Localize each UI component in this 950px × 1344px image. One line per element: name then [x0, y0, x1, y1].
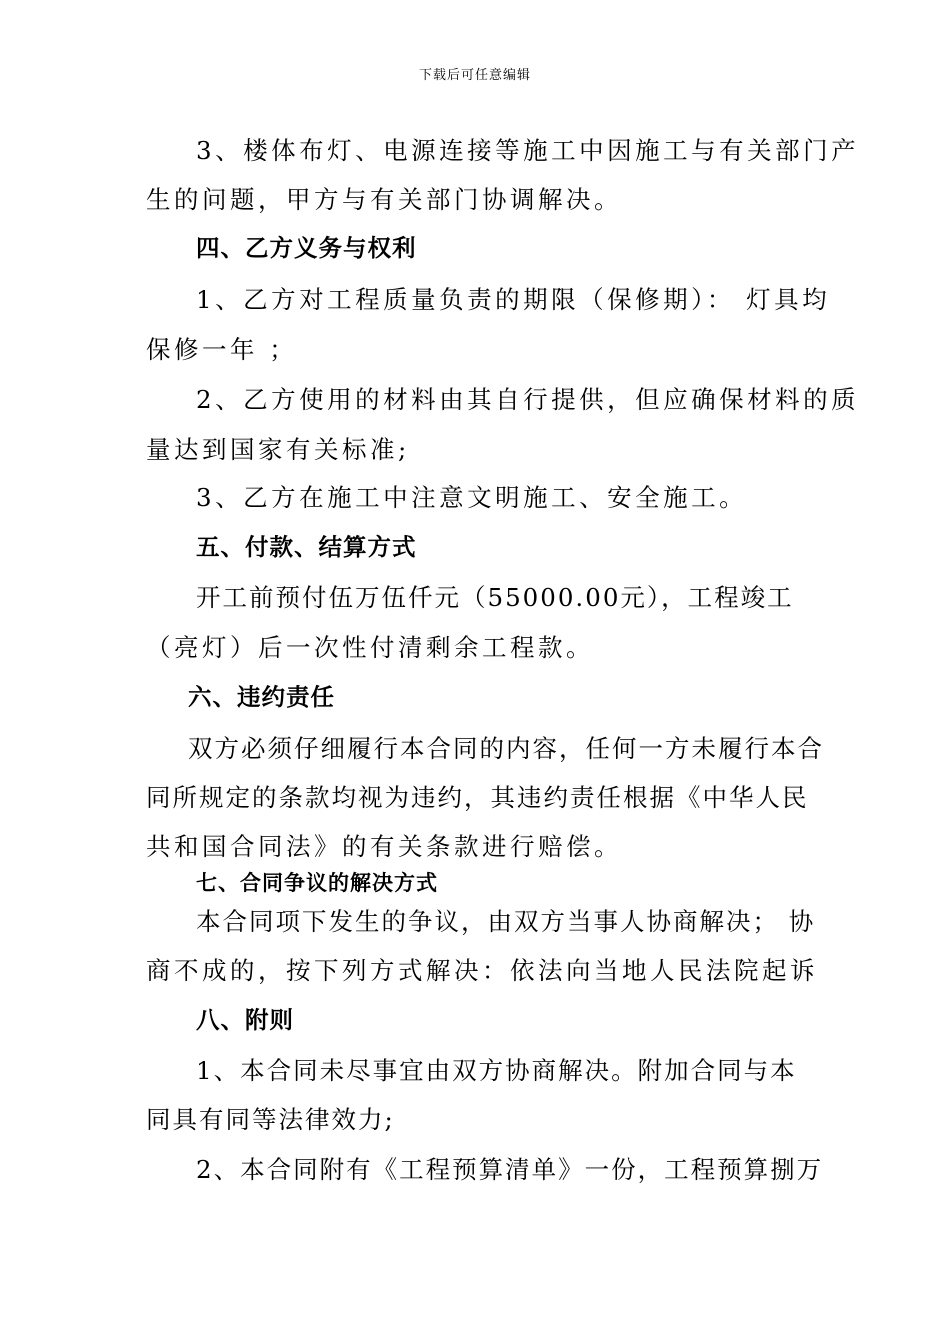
section-heading-8: 八、附则 [196, 1006, 294, 1034]
section-heading-5: 五、付款、结算方式 [196, 533, 417, 561]
paragraph-line: 量达到国家有关标准; [146, 435, 410, 464]
page-header: 下载后可任意编辑 [418, 68, 531, 83]
paragraph-line: （亮灯）后一次性付清剩余工程款。 [146, 633, 594, 662]
paragraph-line: 双方必须仔细履行本合同的内容，任何一方未履行本合 [188, 734, 824, 763]
paragraph-line: 1、本合同未尽事宜由双方协商解决。附加合同与本 [196, 1056, 797, 1085]
paragraph-line: 生的问题，甲方与有关部门协调解决。 [146, 185, 622, 214]
paragraph-line: 共和国合同法》的有关条款进行赔偿。 [146, 832, 622, 861]
paragraph-line: 2、本合同附有《工程预算清单》一份，工程预算捌万 [196, 1155, 824, 1184]
section-heading-4: 四、乙方义务与权利 [196, 234, 417, 262]
paragraph-line: 3、楼体布灯、电源连接等施工中因施工与有关部门产 [196, 136, 860, 165]
paragraph-line: 1、乙方对工程质量负责的期限（保修期）： 灯具均 [196, 285, 831, 314]
section-heading-7: 七、合同争议的解决方式 [196, 871, 438, 895]
paragraph-line: 本合同项下发生的争议，由双方当事人协商解决； 协 [196, 907, 816, 936]
paragraph-line: 2、乙方使用的材料由其自行提供，但应确保材料的质 [196, 385, 860, 414]
section-heading-6: 六、违约责任 [188, 683, 335, 711]
paragraph-line: 开工前预付伍万伍仟元（55000.00元），工程竣工 [196, 583, 794, 612]
paragraph-line: 保修一年 ； [146, 335, 298, 364]
paragraph-line: 3、乙方在施工中注意文明施工、安全施工。 [196, 483, 748, 512]
paragraph-line: 同所规定的条款均视为违约，其违约责任根据《中华人民 [146, 783, 809, 812]
paragraph-line: 商不成的，按下列方式解决：依法向当地人民法院起诉 [146, 956, 818, 985]
paragraph-line: 同具有同等法律效力; [146, 1105, 395, 1134]
